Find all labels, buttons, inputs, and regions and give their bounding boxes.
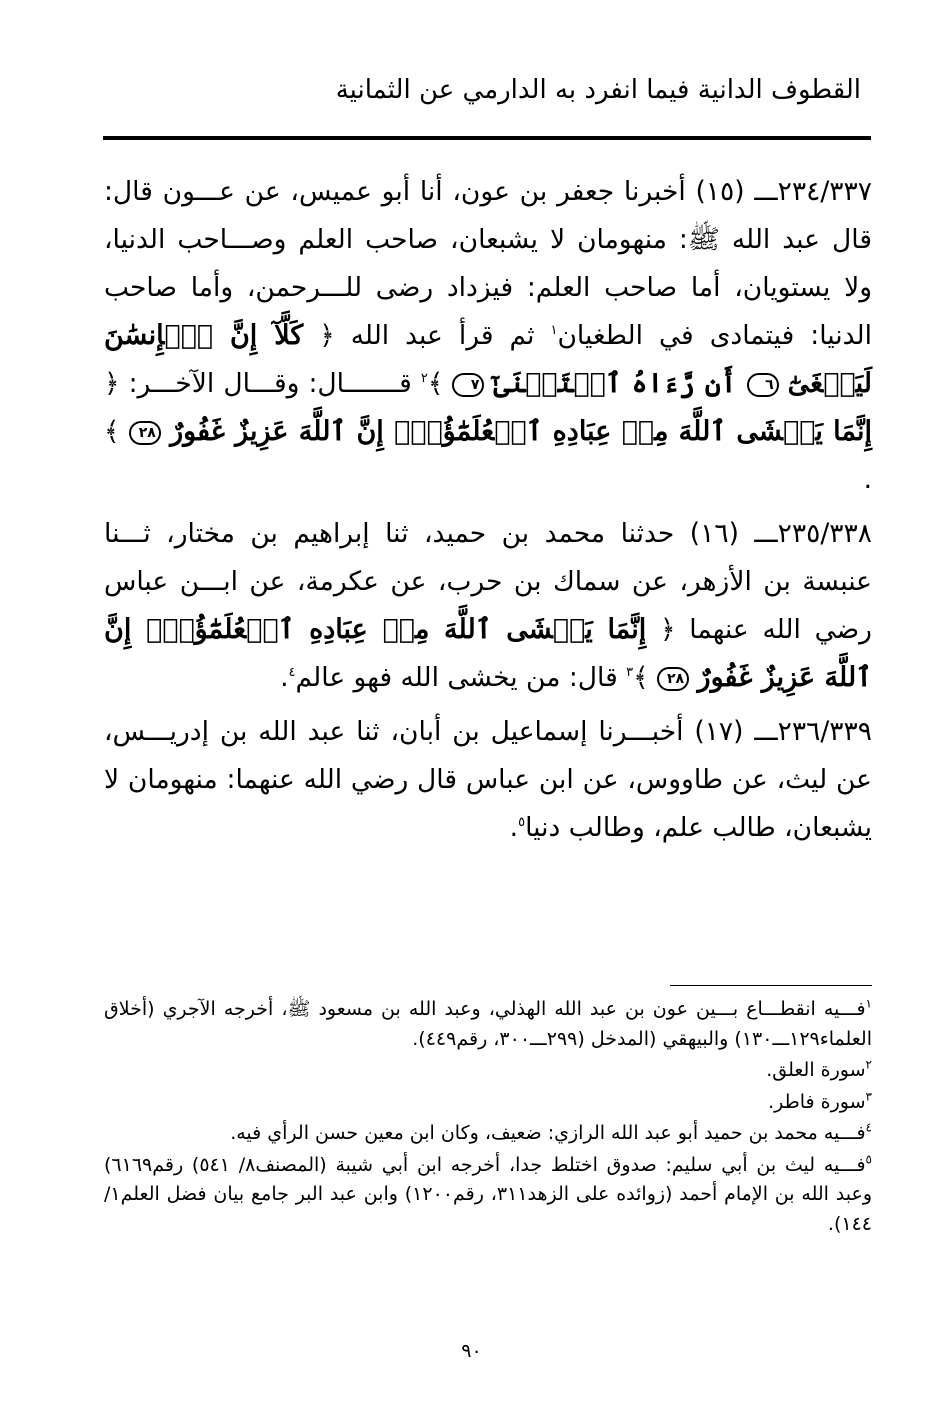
entry-236-text: ٢٣٦/٣٣٩ـــ (١٧) أخبـــرنا إسماعيل بن أبان، ثنا عبد الله بن إدريـــس، عن ليث، عن طاووس، عن ابن عباس قال رضي الله عنهما: منهومان لا يشبعان، طالب علم، وطالب دنيا bbox=[104, 716, 872, 843]
entry-235-text-2: قال: من يخشى الله فهو عالم bbox=[295, 662, 627, 693]
verse-number-marker: ٢٨ bbox=[129, 421, 161, 445]
header-rule bbox=[103, 136, 871, 140]
entry-235 bbox=[104, 510, 872, 702]
footnote-ref-2: ٢ bbox=[420, 371, 428, 387]
footnote-5 bbox=[104, 1151, 872, 1240]
main-text bbox=[104, 168, 872, 858]
quran-verse-alaq-6: كَلَّآ إِنَّ ٱلۡإِنسَٰنَ لَيَطۡغَىٰٓ bbox=[104, 320, 872, 399]
footnote-number: ٣ bbox=[865, 1089, 872, 1104]
footnote-text: فـــيه انقطـــاع بـــين عون بن عبد الله الهذلي، وعبد الله بن مسعود ﷺ، أخرجه الآجري (أخلاق العلماء١٢٩ـــ١٣٠) والبيهقي (المدخل (٢٩٩ـــ٣٠٠، رقم٤٤٩). bbox=[104, 998, 872, 1050]
footnote-number: ٥ bbox=[865, 1152, 872, 1167]
footnote-text: فـــيه محمد بن حميد أبو عبد الله الرازي: ضعيف، وكان ابن معين حسن الرأي فيه. bbox=[230, 1122, 866, 1144]
quran-verse-alaq-7: أَن رَّءَاهُ ٱسۡتَغۡنَىٰٓ bbox=[493, 368, 747, 399]
running-header: القطوف الدانية فيما انفرد به الدارمي عن الثمانية bbox=[335, 75, 861, 105]
entry-235-end: . bbox=[280, 662, 289, 693]
quote-close: ﴾ . bbox=[104, 416, 872, 495]
footnote-text: سورة فاطر. bbox=[768, 1090, 866, 1113]
footnote-ref-5: ٥ bbox=[518, 815, 526, 831]
entry-234-text: ٢٣٤/٣٣٧ـــ (١٥) أخبرنا جعفر بن عون، أنا أبو عميس، عن عـــون قال: قال عبد الله ﷺ: منهومان لا يشبعان، صاحب العلم وصـــاحب الدنيا، ولا يستويان، أما صاحب العلم: فيزداد رضى للـــرحمن، وأما صاحب الدنيا: فيتمادى في الطغيان bbox=[104, 176, 872, 351]
footnote-3 bbox=[104, 1088, 872, 1118]
footnote-number: ١ bbox=[865, 996, 872, 1011]
footnote-4 bbox=[104, 1119, 872, 1149]
verse-number-marker: ٦ bbox=[747, 373, 779, 397]
entry-236 bbox=[104, 708, 872, 852]
footnote-ref-4: ٤ bbox=[288, 665, 296, 681]
entry-234-text-3: قـــــــال: وقـــال الآخـــر: ﴿ bbox=[104, 368, 421, 399]
footnote-ref-1: ١ bbox=[550, 323, 558, 339]
footnote-text: فـــيه ليث بن أبي سليم: صدوق اختلط جدا، أخرجه ابن أبي شيبة (المصنف٨/ ٥٤١) رقم٦١٦٩) وعبد الله بن الإمام أحمد (زوائده على الزهد٣١١، رقم١٢٠٠) وابن عبد البر جامع بيان فضل العلم١/ ١٤٤). bbox=[104, 1153, 873, 1235]
entry-234 bbox=[104, 168, 872, 504]
footnote-separator bbox=[670, 985, 872, 986]
verse-number-marker: ٧ bbox=[452, 373, 484, 397]
entry-235-text: ٢٣٥/٣٣٨ـــ (١٦) حدثنا محمد بن حميد، ثنا إبراهيم بن مختار، ثـــنا عنبسة بن الأزهر، عن سماك بن حرب، عن عكرمة، عن ابـــن عباس رضي الله عنهما ﴿ bbox=[104, 518, 872, 645]
footnote-number: ٢ bbox=[865, 1057, 872, 1072]
page-number: ٩٠ bbox=[461, 1340, 482, 1362]
quote-close: ﴾ bbox=[633, 662, 658, 693]
footnote-1 bbox=[104, 995, 872, 1054]
entry-236-end: . bbox=[509, 812, 519, 843]
footnote-2 bbox=[104, 1056, 872, 1086]
footnote-number: ٤ bbox=[865, 1120, 872, 1135]
entry-234-text-2: ثم قرأ عبد الله ﴿ bbox=[303, 320, 551, 351]
footnote-text: سورة العلق. bbox=[766, 1059, 866, 1081]
verse-number-marker: ٢٨ bbox=[657, 667, 689, 691]
quran-verse-fatir-28: إِنَّمَا يَخۡشَى ٱللَّهَ مِنۡ عِبَادِهِ ٱلۡعُلَمَٰٓؤُاْۗ إِنَّ ٱللَّهَ عَزِيزٌ غَفُورٌ bbox=[170, 416, 873, 447]
quote-close: ﴾ bbox=[427, 368, 453, 399]
footnotes bbox=[104, 995, 872, 1241]
quran-verse-fatir-28: إِنَّمَا يَخۡشَى ٱللَّهَ مِنۡ عِبَادِهِ ٱلۡعُلَمَٰٓؤُاْۗ إِنَّ ٱللَّهَ عَزِيزٌ غَفُورٌ bbox=[104, 614, 872, 693]
footnote-ref-3: ٣ bbox=[626, 665, 634, 681]
